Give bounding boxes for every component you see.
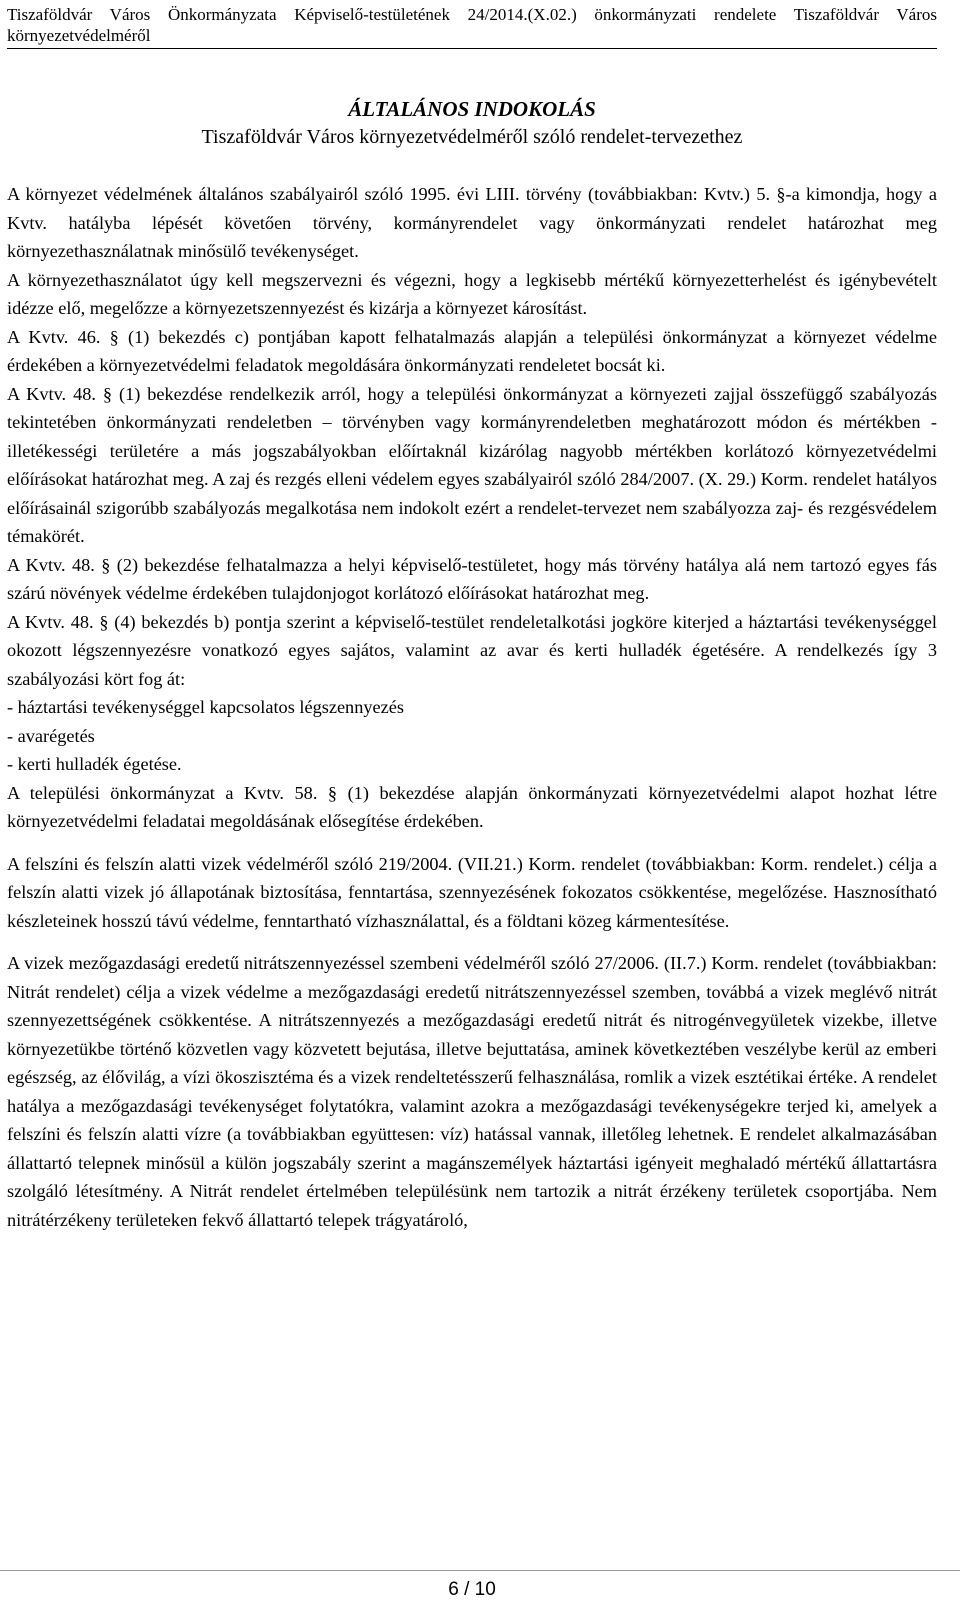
heading-subtitle: Tiszaföldvár Város környezetvédelméről szóló rendelet-tervezethez [201, 126, 743, 148]
running-header: Tiszaföldvár Város Önkormányzata Képviselő-testületének 24/2014.(X.02.) önkormányzati rendelete Tiszaföldvár Város környezetvédelméről [7, 5, 937, 45]
paragraph-kvtv-5: A környezet védelmének általános szabályairól szóló 1995. évi LIII. törvény (továbbiakban: Kvtv.) 5. §-a kimondja, hogy a Kvtv. hatályba lépését követően törvény, kormányrendelet vagy önkormányzati rendelet határozhat meg környezethasználatnak minősülő tevékenységet. [7, 184, 937, 261]
paragraph-nitrate: A vizek mezőgazdasági eredetű nitrátszennyezéssel szembeni védelméről szóló 27/2006. (II.7.) Korm. rendelet (továbbiakban: Nitrát rendelet) célja a vizek védelme a mezőgazdasági eredetű nitrátszennyezéssel szemben, továbbá a vizek meglévő nitrát szennyezettségének csökkentése. A nitrátszennyezés a mezőgazdasági eredetű nitrát és nitrogénvegyületek vizekbe, illetve környezetükbe történő közvetlen vagy közvetett bejutása, illetve bejuttatása, aminek következtében veszélybe kerül az emberi egészség, az élővilág, a vízi ökoszisztéma és a vizek rendeltetésszerű felhasználása, romlik a vizek esztétikai értéke. A rendelet hatálya a mezőgazdasági tevékenységet folytatókra, valamint azokra a mezőgazdasági tevékenységekre terjed ki, amelyek a felszíni és felszín alatti vízre (a továbbiakban együttesen: víz) hatással vannak, illetőleg lehetnek. E rendelet alkalmazásában állattartó telepnek minősül a külön jogszabály szerint a magánszemélyek háztartási igényeit meghaladó mértékű állattartásra szolgáló létesítmény. A Nitrát rendelet értelmében településünk nem tartozik a nitrát érzékeny területek csoportjába. Nem nitrátérzékeny területeken fekvő állattartó telepek trágyatároló, [7, 953, 937, 1230]
header-divider [7, 48, 937, 49]
document-heading [0, 95, 944, 151]
paragraph-kvtv-48-4: A Kvtv. 48. § (4) bekezdés b) pontja szerint a képviselő-testület rendeletalkotási jogköre kiterjed a háztartási tevékenységgel okozott légszennyezésre vonatkozó egyes sajátos, valamint az avar és kerti hulladék égetésére. A rendelkezés így 3 szabályozási kört fog át: [7, 611, 937, 689]
paragraph-environment-use: A környezethasználatot úgy kell megszervezni és végezni, hogy a legkisebb mértékű környezetterhelést és igénybevételt idézze elő, megelőzze a környezetszennyezést és kizárja a környezet károsítást. [7, 269, 937, 318]
paragraph-kvtv-48-2: A Kvtv. 48. § (2) bekezdése felhatalmazza a helyi képviselő-testületet, hogy más törvény hatálya alá nem tartozó egyes fás szárú növények védelme érdekében tulajdonjogot korlátozó előírásokat határozhat meg. [7, 554, 937, 603]
paragraph-kvtv-48-1: A Kvtv. 48. § (1) bekezdése rendelkezik arról, hogy a települési önkormányzat a környezeti zajjal összefüggő szabályozás tekintetében önkormányzati rendeletben – törvényben vagy kormányrendeletben meghatározott módon és mértékben - illetékességi területére a más jogszabályokban előírtaknál kizárólag nagyobb mértékben korlátozó környezetvédelmi előírásokat határozhat meg. A zaj és rezgés elleni védelem egyes szabályairól szóló 284/2007. (X. 29.) Korm. rendelet hatályos előírásainál szigorúbb szabályozás megalkotása nem indokolt ezért a rendelet-tervezet nem szabályozza zaj- és rezgésvédelem témakörét. [7, 383, 937, 546]
list-item-household-pollution: - háztartási tevékenységgel kapcsolatos légszennyezés [7, 697, 404, 717]
list-item-leaf-burning: - avarégetés [7, 725, 95, 746]
paragraph-kvtv-58: A települési önkormányzat a Kvtv. 58. § (1) bekezdése alapján önkormányzati környezetvédelmi alapot hozhat létre környezetvédelmi feladatai megoldásának elősegítése érdekében. [7, 782, 937, 831]
paragraph-kvtv-46: A Kvtv. 46. § (1) bekezdés c) pontjában kapott felhatalmazás alapján a települési önkormányzat a környezet védelme érdekében a környezetvédelmi feladatok megoldására önkormányzati rendeletet bocsát ki. [7, 326, 937, 375]
document-body [7, 180, 937, 1234]
heading-title: ÁLTALÁNOS INDOKOLÁS [348, 97, 596, 121]
page-number: 6 / 10 [448, 1579, 496, 1600]
footer-divider [0, 1570, 960, 1571]
paragraph-groundwater: A felszíni és felszín alatti vizek védelméről szóló 219/2004. (VII.21.) Korm. rendelet (továbbiakban: Korm. rendelet.) célja a felszín alatti vizek jó állapotának biztosítása, fenntartása, szennyezésének fokozatos csökkentése, megelőzése. Hasznosítható készleteinek hosszú távú védelme, fenntartható vízhasználattal, és a földtani közeg kármentesítése. [7, 853, 937, 931]
list-item-garden-waste: - kerti hulladék égetése. [7, 754, 182, 774]
